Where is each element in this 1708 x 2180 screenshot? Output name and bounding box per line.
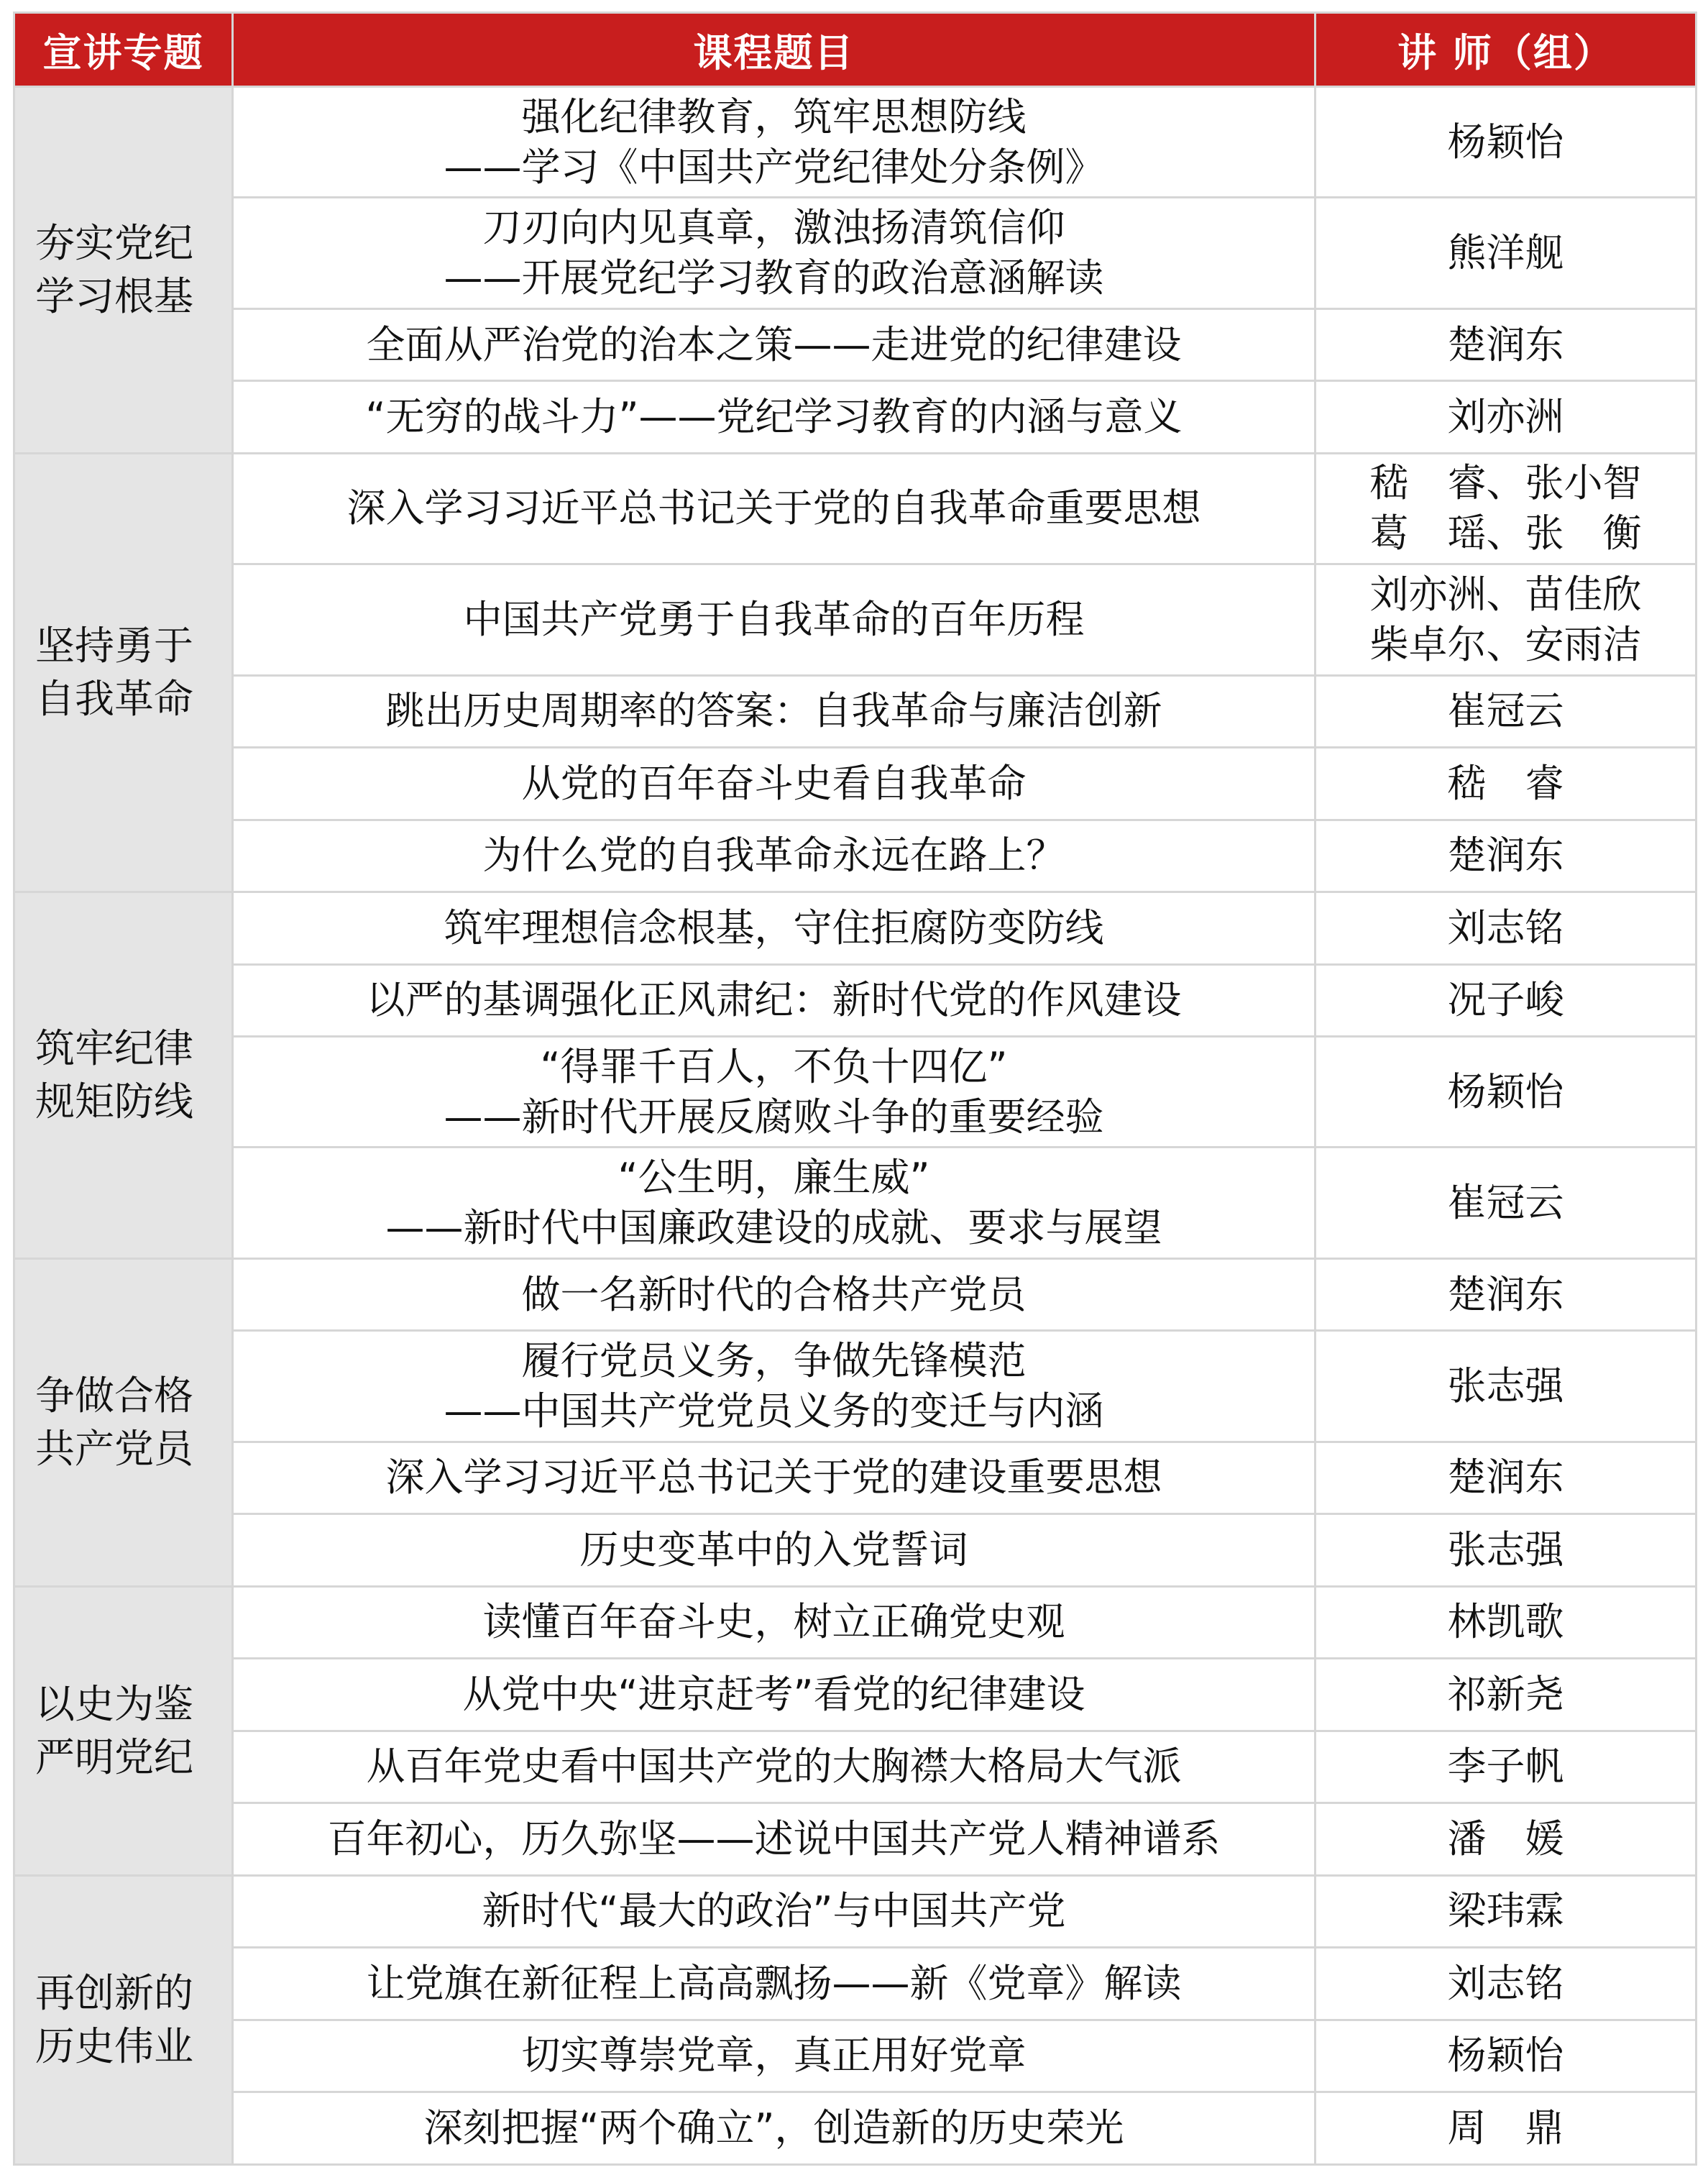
- course-title-line: 全面从严治党的治本之策——走进党的纪律建设: [366, 321, 1182, 367]
- course-title-line: 为什么党的自我革命永远在路上？: [482, 833, 1065, 879]
- table-row: [14, 1442, 1696, 1514]
- course-title-line: 强化纪律教育，筑牢思想防线: [521, 93, 1027, 139]
- topic-cell: [14, 1586, 233, 1875]
- course-title-cell: [233, 1948, 1316, 2020]
- course-title-cell: [233, 964, 1316, 1037]
- course-title-line: 从百年党史看中国共产党的大胸襟大格局大气派: [366, 1744, 1182, 1790]
- lecturer-name: 梁玮霖: [1447, 1888, 1564, 1934]
- lecturer-name: 张志强: [1447, 1363, 1564, 1409]
- course-title-line: 从党中央“进京赶考”看党的纪律建设: [462, 1671, 1085, 1717]
- lecturer-name: 葛 瑶、张 衡: [1369, 510, 1642, 557]
- course-title-line: 让党旗在新征程上高高飘扬——新《党章》解读: [366, 1960, 1182, 2006]
- lecturer-name: 刘志铭: [1447, 904, 1564, 951]
- course-title-line: “得罪千百人，不负十四亿”: [540, 1043, 1008, 1089]
- lecturer-cell: [1316, 87, 1696, 198]
- course-title-cell: [233, 381, 1316, 454]
- lecturer-cell: [1316, 820, 1696, 892]
- lecturer-cell: [1316, 675, 1696, 748]
- lecturer-name: 嵇 睿、张小智: [1369, 460, 1642, 506]
- table-row: [14, 453, 1696, 564]
- lecturer-name: 杨颖怡: [1447, 2033, 1564, 2079]
- course-title-cell: [233, 87, 1316, 198]
- lecturer-name: 李子帆: [1447, 1744, 1564, 1790]
- course-title-cell: [233, 748, 1316, 820]
- lecturer-name: 杨颖怡: [1447, 1068, 1564, 1114]
- course-title-line: 深入学习习近平总书记关于党的建设重要思想: [385, 1455, 1162, 1501]
- topic-line: 夯实党纪: [35, 220, 194, 267]
- topic-cell: [14, 87, 233, 454]
- table-row: [14, 1731, 1696, 1803]
- course-title-line: “无穷的战斗力”——党纪学习教育的内涵与意义: [365, 394, 1183, 440]
- lecturer-cell: [1316, 748, 1696, 820]
- course-title-line: 做一名新时代的合格共产党员: [521, 1271, 1027, 1317]
- header-row: [14, 13, 1696, 87]
- course-title-cell: [233, 1258, 1316, 1331]
- course-title-cell: [233, 2020, 1316, 2092]
- lecturer-cell: [1316, 2092, 1696, 2165]
- course-table: [13, 12, 1697, 2166]
- topic-line: 争做合格: [35, 1373, 194, 1419]
- course-title-cell: [233, 564, 1316, 675]
- topic-line: 学习根基: [35, 273, 194, 320]
- course-title-line: 从党的百年奋斗史看自我革命: [521, 760, 1027, 806]
- lecturer-name: 张志强: [1447, 1526, 1564, 1572]
- lecturer-cell: [1316, 1331, 1696, 1442]
- topic-cell: [14, 453, 233, 892]
- course-title-line: ——开展党纪学习教育的政治意涵解读: [444, 255, 1104, 301]
- table-row: [14, 1037, 1696, 1148]
- course-title-cell: [233, 1659, 1316, 1731]
- course-title-line: ——新时代开展反腐败斗争的重要经验: [444, 1094, 1104, 1140]
- topic-cell: [14, 1258, 233, 1586]
- table-row: [14, 1659, 1696, 1731]
- table-row: [14, 964, 1696, 1037]
- course-title-line: 读懂百年奋斗史，树立正确党史观: [482, 1599, 1065, 1645]
- course-title-line: 刀刃向内见真章，激浊扬清筑信仰: [482, 205, 1065, 251]
- lecturer-name: 周 鼎: [1447, 2105, 1564, 2151]
- topic-line: 以史为鉴: [35, 1681, 194, 1728]
- lecturer-name: 林凯歌: [1447, 1599, 1564, 1645]
- lecturer-cell: [1316, 1948, 1696, 2020]
- table-row: [14, 1948, 1696, 2020]
- lecturer-cell: [1316, 453, 1696, 564]
- course-title-line: 深入学习习近平总书记关于党的自我革命重要思想: [346, 485, 1201, 531]
- lecturer-name: 熊洋舰: [1447, 230, 1564, 276]
- course-title-cell: [233, 453, 1316, 564]
- table-row: [14, 1875, 1696, 1948]
- topic-line: 再创新的: [35, 1970, 194, 2017]
- table-row: [14, 381, 1696, 454]
- header-lecturer: 讲 师（组）: [1316, 13, 1696, 87]
- lecturer-cell: [1316, 1037, 1696, 1148]
- course-title-line: 履行党员义务，争做先锋模范: [521, 1338, 1027, 1384]
- lecturer-cell: [1316, 1442, 1696, 1514]
- lecturer-cell: [1316, 1803, 1696, 1876]
- lecturer-cell: [1316, 2020, 1696, 2092]
- course-title-line: 切实尊崇党章，真正用好党章: [521, 2033, 1027, 2079]
- course-title-cell: [233, 892, 1316, 965]
- lecturer-name: 刘志铭: [1447, 1960, 1564, 2006]
- table-row: [14, 308, 1696, 381]
- lecturer-name: 杨颖怡: [1447, 119, 1564, 165]
- table-row: [14, 87, 1696, 198]
- lecturer-name: 祁新尧: [1447, 1671, 1564, 1717]
- course-title-cell: [233, 1442, 1316, 1514]
- course-title-cell: [233, 820, 1316, 892]
- lecturer-name: 楚润东: [1447, 833, 1564, 879]
- course-title-cell: [233, 308, 1316, 381]
- table-row: [14, 892, 1696, 965]
- lecturer-name: 刘亦洲: [1447, 394, 1564, 440]
- course-title-line: ——新时代中国廉政建设的成就、要求与展望: [385, 1205, 1162, 1251]
- table-row: [14, 564, 1696, 675]
- course-title-cell: [233, 1331, 1316, 1442]
- lecturer-cell: [1316, 1586, 1696, 1659]
- lecturer-cell: [1316, 892, 1696, 965]
- lecturer-cell: [1316, 381, 1696, 454]
- topic-cell: [14, 892, 233, 1259]
- course-title-line: ——学习《中国共产党纪律处分条例》: [444, 144, 1104, 190]
- table-row: [14, 198, 1696, 308]
- course-title-cell: [233, 198, 1316, 308]
- table-row: [14, 820, 1696, 892]
- lecturer-cell: [1316, 1875, 1696, 1948]
- table-row: [14, 1331, 1696, 1442]
- lecturer-cell: [1316, 1731, 1696, 1803]
- topic-cell: [14, 1875, 233, 2164]
- topic-line: 严明党纪: [35, 1734, 194, 1781]
- course-title-line: 筑牢理想信念根基，守住拒腐防变防线: [444, 904, 1104, 951]
- lecturer-name: 嵇 睿: [1447, 760, 1564, 806]
- table-row: [14, 1514, 1696, 1587]
- table-row: [14, 1258, 1696, 1331]
- course-title-cell: [233, 1514, 1316, 1587]
- lecturer-name: 楚润东: [1447, 321, 1564, 367]
- header-topic: 宣讲专题: [14, 13, 233, 87]
- topic-line: 自我革命: [35, 676, 194, 723]
- lecturer-cell: [1316, 1148, 1696, 1258]
- table-row: [14, 1586, 1696, 1659]
- lecturer-name: 况子峻: [1447, 977, 1564, 1023]
- topic-line: 历史伟业: [35, 2023, 194, 2070]
- lecturer-cell: [1316, 964, 1696, 1037]
- course-title-line: 以严的基调强化正风肃纪：新时代党的作风建设: [366, 977, 1182, 1023]
- table-row: [14, 2092, 1696, 2165]
- lecturer-name: 潘 媛: [1447, 1815, 1564, 1861]
- lecturer-cell: [1316, 1514, 1696, 1587]
- lecturer-name: 崔冠云: [1447, 1180, 1564, 1226]
- lecturer-cell: [1316, 198, 1696, 308]
- table-body: [14, 87, 1696, 2165]
- topic-line: 筑牢纪律: [35, 1025, 194, 1072]
- table-row: [14, 2020, 1696, 2092]
- course-title-cell: [233, 1803, 1316, 1876]
- topic-line: 共产党员: [35, 1426, 194, 1473]
- table-header: [14, 13, 1696, 87]
- course-title-line: 新时代“最大的政治”与中国共产党: [482, 1888, 1066, 1934]
- topic-line: 规矩防线: [35, 1078, 194, 1125]
- course-title-line: 历史变革中的入党誓词: [579, 1526, 968, 1572]
- course-title-line: 跳出历史周期率的答案：自我革命与廉洁创新: [385, 688, 1162, 734]
- lecturer-cell: [1316, 564, 1696, 675]
- lecturer-cell: [1316, 1659, 1696, 1731]
- lecturer-name: 楚润东: [1447, 1455, 1564, 1501]
- lecturer-name: 柴卓尔、安雨洁: [1369, 621, 1642, 667]
- lecturer-name: 刘亦洲、苗佳欣: [1369, 571, 1642, 617]
- table-row: [14, 675, 1696, 748]
- lecturer-cell: [1316, 1258, 1696, 1331]
- table-row: [14, 1803, 1696, 1876]
- course-title-line: 百年初心，历久弥坚——述说中国共产党人精神谱系: [327, 1815, 1221, 1861]
- course-title-cell: [233, 1037, 1316, 1148]
- lecturer-name: 楚润东: [1447, 1271, 1564, 1317]
- table-row: [14, 748, 1696, 820]
- course-title-cell: [233, 675, 1316, 748]
- lecturer-cell: [1316, 308, 1696, 381]
- course-title-line: 深刻把握“两个确立”，创造新的历史荣光: [423, 2105, 1124, 2151]
- course-title-line: “公生明，廉生威”: [617, 1155, 930, 1201]
- course-title-line: ——中国共产党党员义务的变迁与内涵: [444, 1388, 1104, 1434]
- course-title-cell: [233, 1586, 1316, 1659]
- course-title-cell: [233, 1731, 1316, 1803]
- lecturer-name: 崔冠云: [1447, 688, 1564, 734]
- course-title-cell: [233, 2092, 1316, 2165]
- header-course: 课程题目: [233, 13, 1316, 87]
- course-title-cell: [233, 1875, 1316, 1948]
- table-row: [14, 1148, 1696, 1258]
- course-title-cell: [233, 1148, 1316, 1258]
- topic-line: 坚持勇于: [35, 623, 194, 669]
- course-title-line: 中国共产党勇于自我革命的百年历程: [463, 596, 1085, 642]
